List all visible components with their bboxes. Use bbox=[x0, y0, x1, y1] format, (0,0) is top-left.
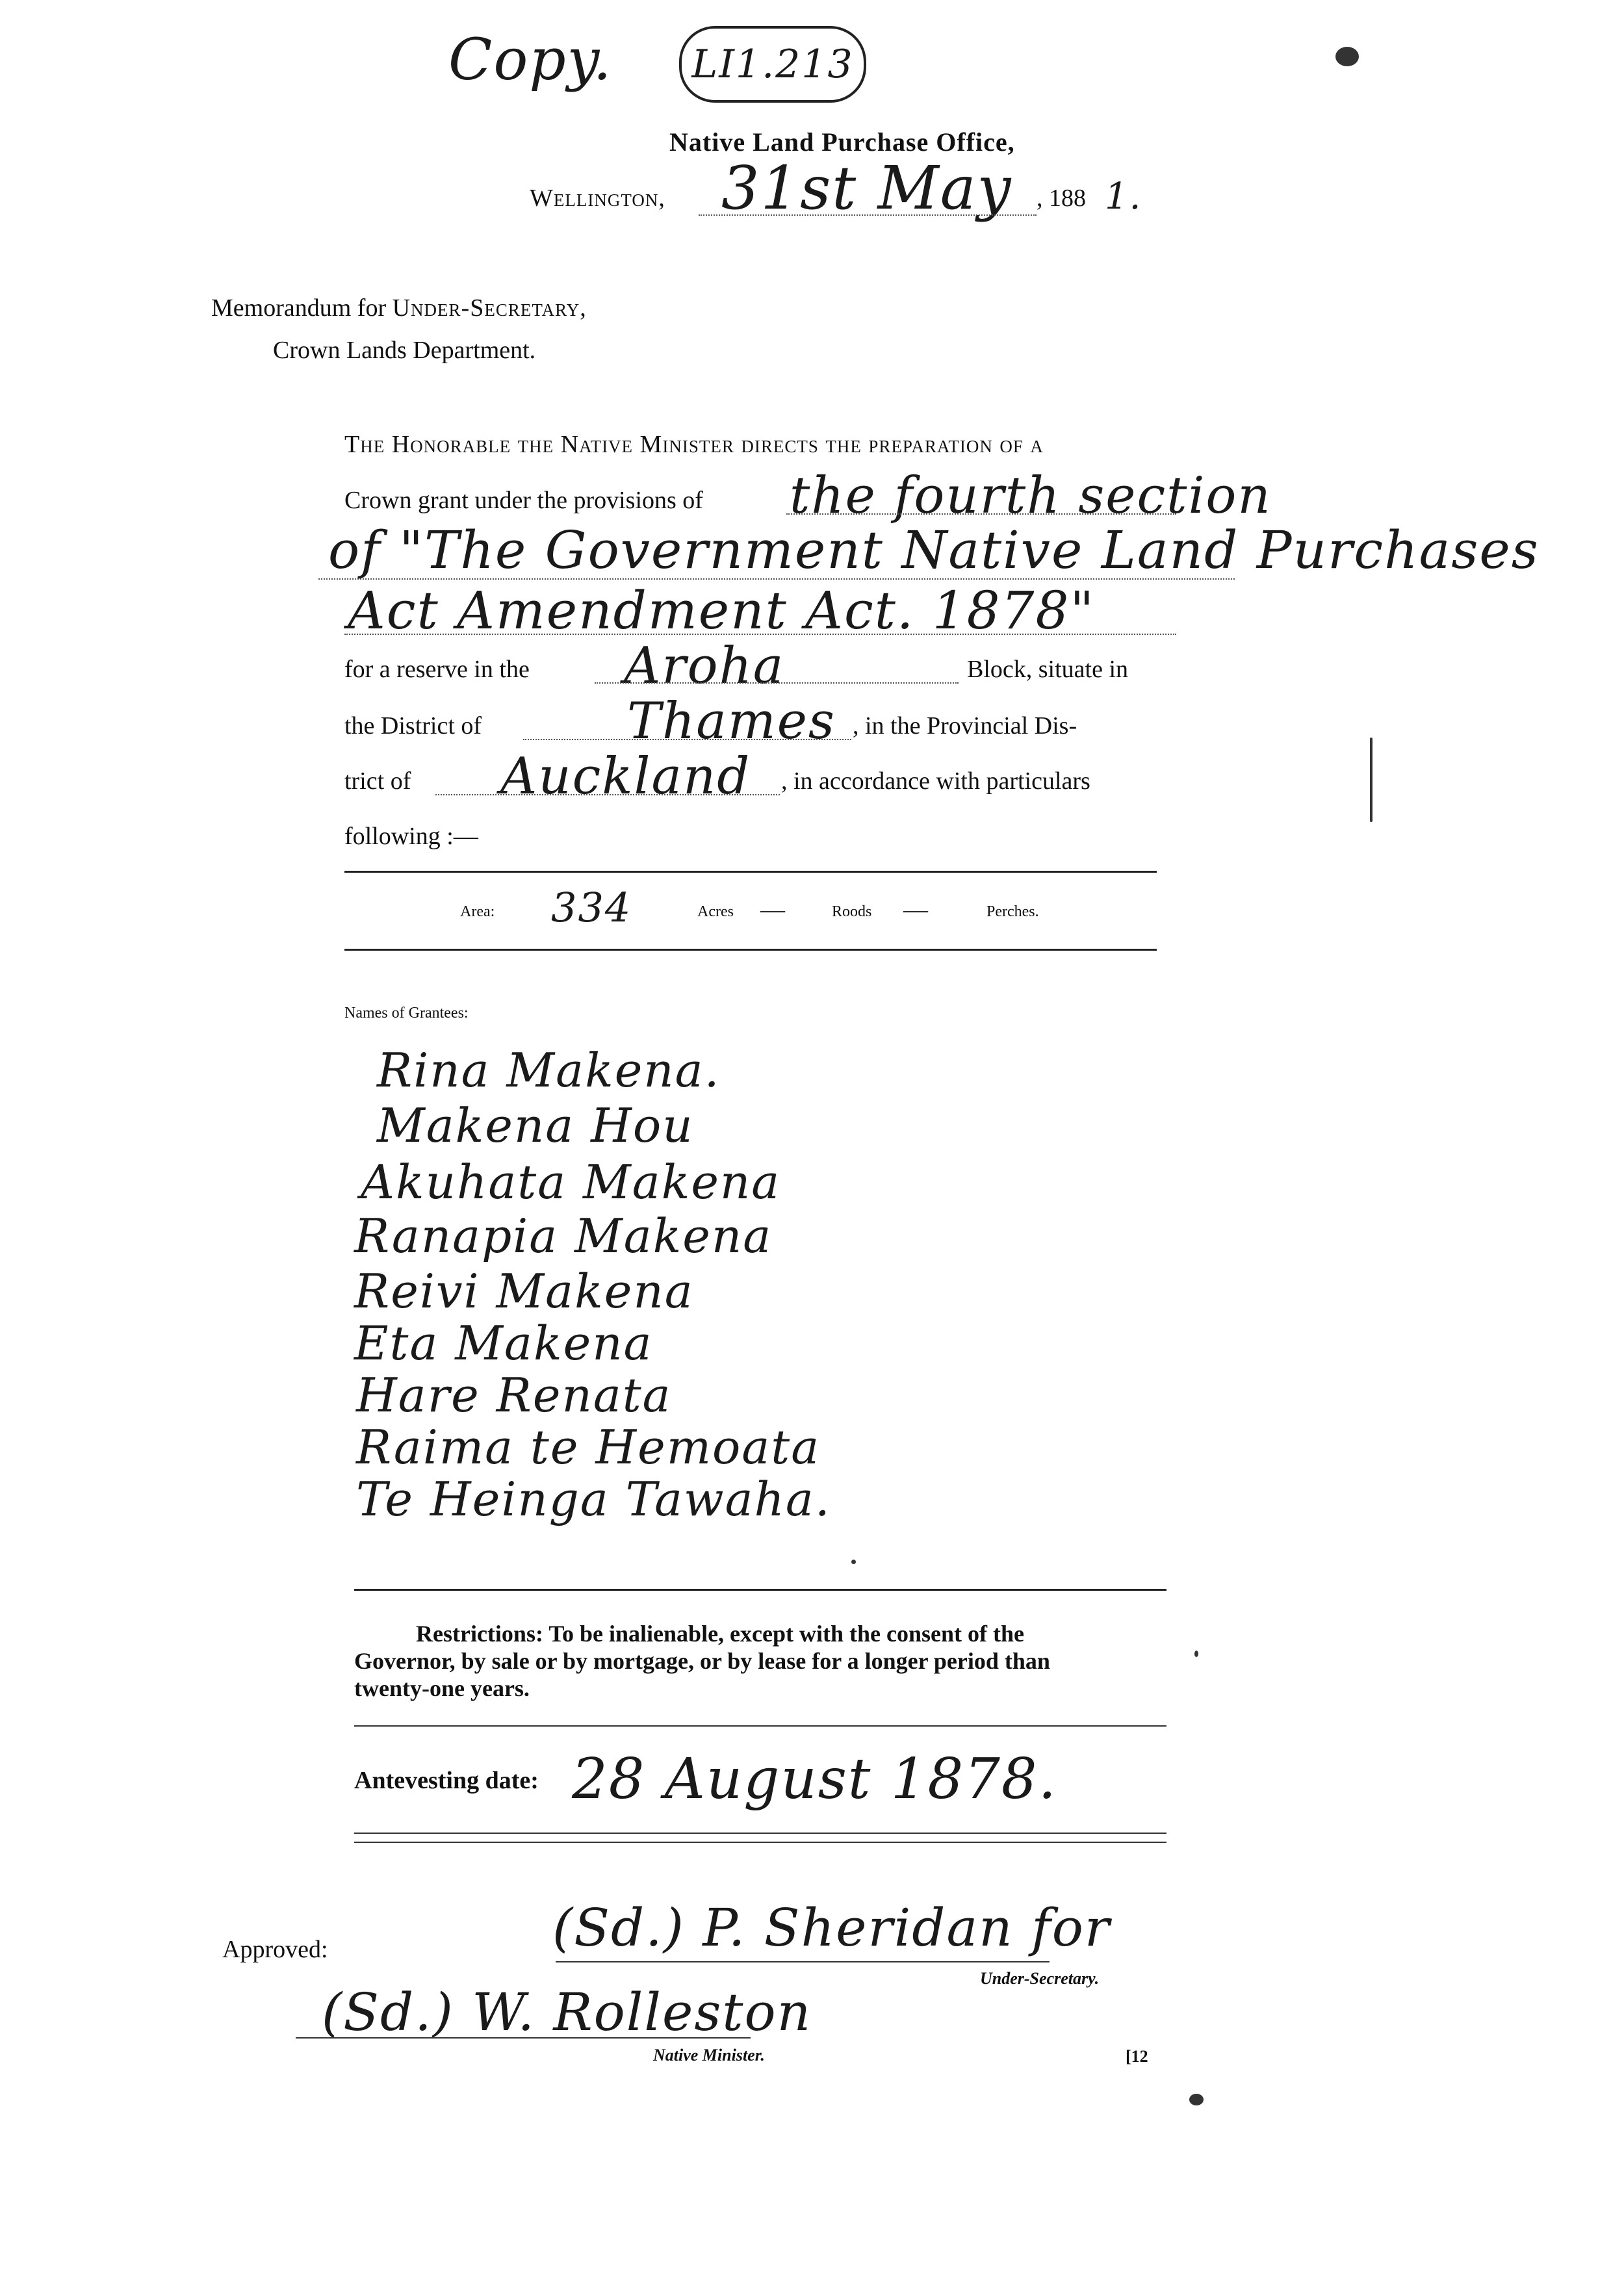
district-name: Thames bbox=[627, 692, 836, 751]
copy-note: Copy. bbox=[448, 26, 613, 93]
area-label: Area: bbox=[460, 903, 495, 920]
memorandum-line bbox=[211, 294, 587, 322]
body-line-7-prefix: trict of bbox=[344, 767, 411, 795]
grantee-name-6: Eta Makena bbox=[354, 1316, 653, 1370]
body-line-2-prefix: Crown grant under the provisions of bbox=[344, 487, 703, 514]
memorandum-prefix: Memorandum for bbox=[211, 294, 387, 322]
body-line-1-text: The Honorable the Native Minister directs the preparation of a bbox=[344, 431, 1044, 458]
restrictions-top-rule bbox=[354, 1589, 1166, 1591]
body-line-5-prefix: for a reserve in the bbox=[344, 656, 530, 683]
block-dotline bbox=[595, 682, 959, 684]
grantee-name-1: Rina Makena. bbox=[377, 1043, 721, 1098]
restrictions-line-3: twenty-one years. bbox=[354, 1675, 530, 1701]
restrictions-line-1-text: To be inalienable, except with the consent of the bbox=[548, 1621, 1024, 1647]
body-line-4-filled: Act Amendment Act. 1878" bbox=[348, 580, 1096, 641]
body-line-8: following :— bbox=[344, 823, 478, 850]
body-line-6-suffix: , in the Provincial Dis- bbox=[853, 712, 1077, 740]
grantee-name-4: Ranapia Makena bbox=[354, 1209, 773, 1263]
vesting-rule-1 bbox=[354, 1833, 1166, 1834]
native-minister-signature: (Sd.) W. Rolleston bbox=[322, 1982, 812, 2042]
line-3-dotline bbox=[318, 578, 1235, 580]
scan-speck bbox=[1189, 2094, 1204, 2105]
district-dotline bbox=[523, 739, 851, 740]
grantees-label: Names of Grantees: bbox=[344, 1005, 469, 1022]
vesting-date: 28 August 1878. bbox=[572, 1747, 1057, 1812]
grantee-name-7: Hare Renata bbox=[356, 1368, 672, 1422]
roods-value: — bbox=[760, 896, 785, 923]
body-line-5-suffix: Block, situate in bbox=[967, 656, 1129, 683]
grantee-name-9: Te Heinga Tawaha. bbox=[356, 1472, 831, 1526]
body-line-7-suffix: , in accordance with particulars bbox=[781, 767, 1090, 795]
perches-value: — bbox=[903, 896, 928, 923]
line-2-dotline bbox=[786, 513, 1176, 515]
scan-speck bbox=[1370, 738, 1373, 822]
grantee-name-8: Raima te Hemoata bbox=[356, 1420, 821, 1474]
restrictions-label: Restrictions: bbox=[416, 1621, 543, 1647]
body-line-3-filled: of "The Government Native Land Purchases bbox=[328, 520, 1540, 580]
restrictions-line-2: Governor, by sale or by mortgage, or by lease for a longer period than bbox=[354, 1648, 1050, 1674]
provincial-district-name: Auckland bbox=[500, 747, 751, 806]
year-filled: 1. bbox=[1105, 175, 1142, 218]
city-label: Wellington, bbox=[530, 185, 665, 212]
file-reference-stamp bbox=[679, 26, 866, 103]
area-bottom-rule bbox=[344, 949, 1157, 951]
grantee-name-5: Reivi Makena bbox=[354, 1264, 694, 1319]
letter-date: 31st May bbox=[721, 153, 1012, 223]
approved-label: Approved: bbox=[222, 1936, 328, 1963]
area-top-rule bbox=[344, 871, 1157, 873]
body-line-1 bbox=[344, 430, 1044, 459]
roods-label: Roods bbox=[832, 903, 872, 920]
restrictions-bottom-rule bbox=[354, 1725, 1166, 1727]
department-line: Crown Lands Department. bbox=[273, 337, 536, 364]
under-secretary-signature-line bbox=[556, 1961, 1050, 1962]
area-acres-value: 334 bbox=[551, 884, 632, 931]
restrictions-line-1 bbox=[416, 1620, 1024, 1647]
grantee-name-3: Akuhata Makena bbox=[361, 1155, 781, 1209]
provincial-dotline bbox=[435, 794, 780, 795]
grantee-name-2: Makena Hou bbox=[377, 1098, 694, 1153]
block-name: Aroha bbox=[624, 637, 785, 695]
vesting-label: Antevesting date: bbox=[354, 1767, 539, 1794]
body-line-2-filled: the fourth section bbox=[790, 467, 1272, 525]
file-reference-text: LI1.213 bbox=[691, 42, 854, 87]
date-dotline bbox=[699, 214, 1037, 216]
line-4-dotline bbox=[344, 634, 1176, 635]
native-minister-title: Native Minister. bbox=[653, 2046, 765, 2065]
body-line-6-prefix: the District of bbox=[344, 712, 482, 740]
under-secretary-signature: (Sd.) P. Sheridan for bbox=[552, 1897, 1111, 1958]
acres-label: Acres bbox=[697, 903, 734, 920]
office-heading: Native Land Purchase Office, bbox=[669, 127, 1015, 157]
scan-speck bbox=[1194, 1651, 1198, 1657]
scan-speck bbox=[851, 1560, 856, 1564]
native-minister-signature-line bbox=[296, 2037, 751, 2039]
perches-label: Perches. bbox=[986, 903, 1039, 920]
scan-speck bbox=[1335, 47, 1359, 66]
vesting-rule-2 bbox=[354, 1842, 1166, 1843]
under-secretary-title: Under-Secretary, bbox=[392, 294, 587, 322]
under-secretary-title: Under-Secretary. bbox=[980, 1969, 1100, 1988]
year-prefix: , 188 bbox=[1037, 185, 1086, 212]
form-mark: [12 bbox=[1126, 2047, 1148, 2066]
